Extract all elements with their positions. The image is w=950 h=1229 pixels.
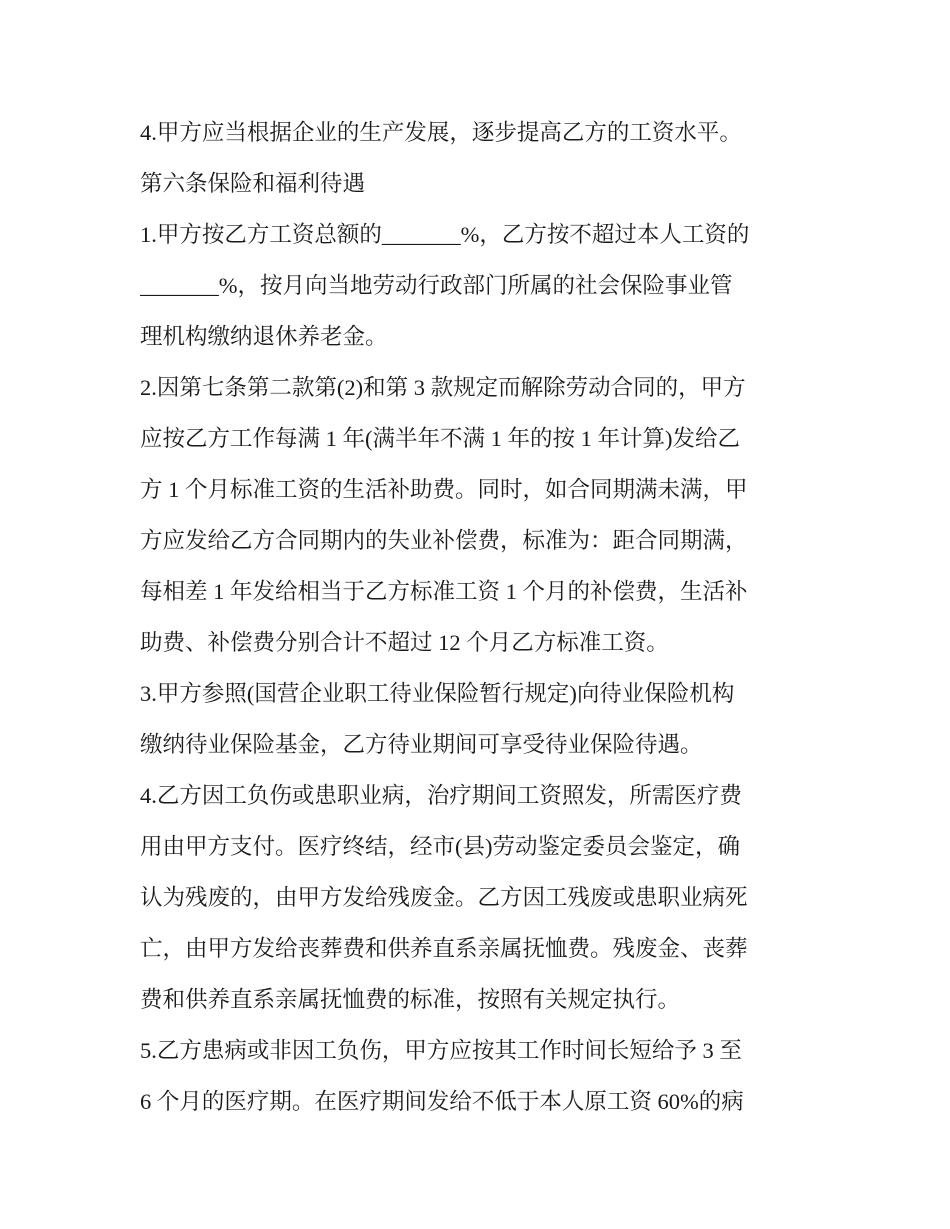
text-line: 认为残废的，由甲方发给残废金。乙方因工残废或患职业病死	[140, 885, 748, 910]
text-line: 2.因第七条第二款第(2)和第 3 款规定而解除劳动合同的，甲方	[140, 375, 746, 400]
text-line: 6 个月的医疗期。在医疗期间发给不低于本人原工资 60%的病	[140, 1089, 744, 1114]
text-line: 费和供养直系亲属抚恤费的标准，按照有关规定执行。	[140, 987, 681, 1012]
text-line: 亡，由甲方发给丧葬费和供养直系亲属抚恤费。残废金、丧葬	[140, 936, 748, 961]
text-line: 用由甲方支付。医疗终结，经市(县)劳动鉴定委员会鉴定，确	[140, 834, 740, 859]
text-line: 理机构缴纳退休养老金。	[140, 324, 388, 349]
section-heading: 第六条保险和福利待遇	[140, 171, 366, 196]
text-line: 每相差 1 年发给相当于乙方标准工资 1 个月的补偿费，生活补	[140, 579, 748, 604]
text-line: 助费、补偿费分别合计不超过 12 个月乙方标准工资。	[140, 630, 669, 655]
text-line: 缴纳待业保险基金，乙方待业期间可享受待业保险待遇。	[140, 732, 703, 757]
text-line: 应按乙方工作每满 1 年(满半年不满 1 年的按 1 年计算)发给乙	[140, 426, 740, 451]
text-line: 4.乙方因工负伤或患职业病，治疗期间工资照发，所需医疗费	[140, 783, 742, 808]
text-line: _______%，按月向当地劳动行政部门所属的社会保险事业管	[140, 273, 733, 298]
text-line: 4.甲方应当根据企业的生产发展，逐步提高乙方的工资水平。	[140, 120, 742, 145]
text-line: 1.甲方按乙方工资总额的_______%，乙方按不超过本人工资的	[140, 222, 750, 247]
document-body	[140, 107, 810, 1127]
text-line: 方应发给乙方合同期内的失业补偿费，标准为：距合同期满，	[140, 528, 748, 553]
text-line: 方 1 个月标准工资的生活补助费。同时，如合同期满未满，甲	[140, 477, 748, 502]
text-line: 3.甲方参照(国营企业职工待业保险暂行规定)向待业保险机构	[140, 681, 735, 706]
text-line: 5.乙方患病或非因工负伤，甲方应按其工作时间长短给予 3 至	[140, 1038, 742, 1063]
